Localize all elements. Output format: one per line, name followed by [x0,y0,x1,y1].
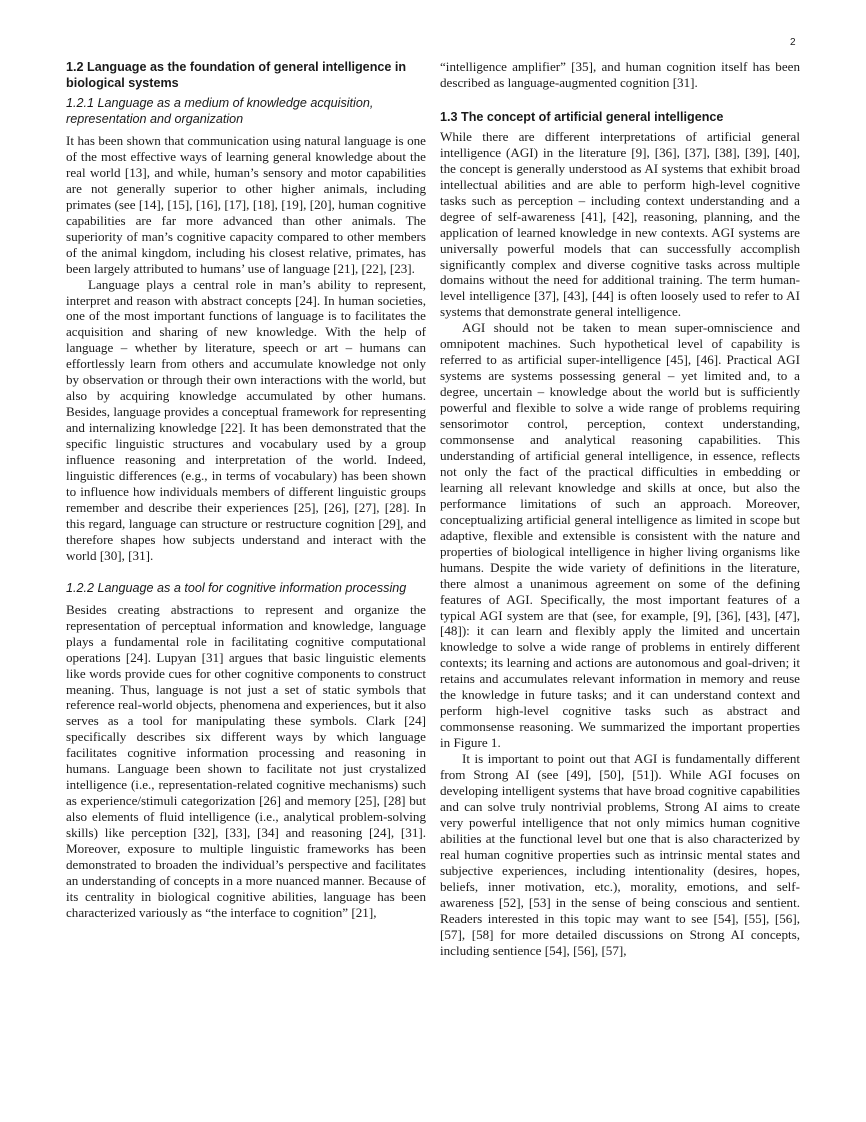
section-1-2-heading: 1.2 Language as the foundation of general intelligence in biological systems [66,60,407,90]
paragraph: “intelligence amplifier” [35], and human cognition itself has been described as language-augmented cognition [31]. [440,59,800,90]
paragraph: AGI should not be taken to mean super-omniscience and omnipotent machines. Such hypothetical level of capability is referred to as artificial super-intelligence [45], [46]. Practical AGI systems are systems possessing general – yet limited and, to a degree, uncertain – knowledge about the world but is sufficiently powerful and flexible to solve a wide range of problems requiring sensorimotor control, perception, context understanding, commonsense and analytical reasoning capabilities. This understanding of artificial general intelligence, in essence, reflects not only the fact of the practical difficulties in embedding or learning all relevant knowledge and skills at once, but also the performance limitations of such an approach. Moreover, conceptualizing artificial general intelligence as limited in scope but adaptive, flexible and extensible is consistent with the nature and properties of biological intelligence in higher living organisms like humans. Despite the wide variety of definitions in the literature, there almost a unanimous agreement on some of the defining features of AGI. Specifically, the most important features of a typical AGI system are that (see, for example, [9], [36], [43], [47], [48]): it can learn and flexibly apply the limited and uncertain knowledge to solve a wide range of problems in entirely different contexts; its learning and actions are autonomous and goal-driven; it retains and accumulates relevant information in memory and reuse the knowledge in future tasks; and it can understand context and perform high-level cognitive tasks such as abstract and commonsense reasoning. We summarized the important properties in Figure 1. [440,320,800,751]
paragraph: It is important to point out that AGI is fundamentally different from Strong AI (see [49], [50], [51]). While AGI focuses on developing intelligent systems that have broad cognitive capabilities and can solve truly nontrivial problems, Strong AI aims to create very powerful intelligence that not only mimics human cognitive abilities at the functional level but one that is also characterized by real human cognitive properties such as intrinsic mental states and subjective experiences, including intentionality (desires, hopes, beliefs, inner motivation, etc.), morality, emotions, and self-awareness [52], [53] in the sense of being conscious and sentient. Readers interested in this topic may want to see [54], [55], [56], [57], [58] for more detailed discussions on Strong AI concepts, including sentience [54], [56], [57], [440,751,800,958]
subsection-1-2-2-heading: 1.2.2 Language as a tool for cognitive information processing [66,580,407,595]
right-column [440,59,800,958]
left-column [66,59,426,921]
paragraph: Besides creating abstractions to represent and organize the representation of perceptual information and knowledge, language plays a fundamental role in facilitating cognitive computational operations [24]. Lupyan [31] argues that basic linguistic elements like words provide cues for other cognitive components to construct meaning. Thus, language is not just a set of static symbols that reference real-world objects, phenomena and experiences, but it also serves as a tool for manipulating these symbols. Clark [24] specifically describes six different ways by which language facilitates cognitive information processing and reasoning in humans. Language been shown to facilitate not just crystalized intelligence (i.e., representation-related cognitive mechanisms) such as experience/stimuli categorization [26] and memory [25], [28] but also elements of fluid intelligence (i.e., analytical problem-solving skills) like perception [32], [33], [34] and reasoning [24], [31]. Moreover, exposure to multiple linguistic frameworks has been demonstrated to broaden the individual’s perspective and facilitates an understanding of concepts in a more nuanced manner. Because of its centrality in biological cognitive abilities, language has been characterized variously as “the interface to cognition” [21], [66,601,426,920]
paragraph: Language plays a central role in man’s ability to represent, interpret and reason with abstract concepts [24]. In human societies, one of the most important functions of language is to facilitates the acquisition and sharing of new knowledge. With the help of language – whether by literature, speech or art – humans can effortlessly learn from others and accumulate knowledge not only by observation or through their own interactions with the world, but also by acquiring knowledge accumulated by other humans. Besides, language provides a conceptual framework for representing and internalizing knowledge [22]. It has been demonstrated that the specific linguistic structures and vocabulary used by a group influence reasoning and interpretation of the world. Indeed, linguistic differences (e.g., in terms of vocabulary) has been shown to influence how individuals members of different linguistic groups remember and describe their experiences [25], [26], [27], [28]. In this regard, language can structure or restructure cognition [29], and therefore shapes how subjects understand and interact with the world [30], [31]. [66,276,426,563]
section-1-3-heading: 1.3 The concept of artificial general intelligence [440,109,724,124]
paragraph: It has been shown that communication using natural language is one of the most effective ways of learning general knowledge about the real world [13], and while, human’s sensory and motor capabilities are not generally superior to other higher animals, including primates (see [14], [15], [16], [17], [18], [19], [20], human cognitive capabilities are far more advanced than other animals. The superiority of man’s cognitive capacity compared to other members of the animal kingdom, including his closest relative, primates, has been largely attributed to humans’ use of language [21], [22], [23]. [66,133,426,276]
page-number: 2 [790,37,796,48]
subsection-1-2-1-heading: 1.2.1 Language as a medium of knowledge acquisition, representation and organization [66,96,374,126]
paragraph: While there are different interpretations of artificial general intelligence (AGI) in the literature [9], [36], [37], [38], [39], [40], the concept is generally understood as AI systems that exhibit broad intellectual abilities and are able to perform high-level cognitive tasks such as perception – including context understanding and a degree of self-awareness [41], [42], reasoning, planning, and the application of learned knowledge in new contexts. AGI systems are universally powerful models that can successfully accomplish significantly complex and diverse cognitive tasks across multiple domains without the need for additional training. The term human-level intelligence [37], [43], [44] is often loosely used to refer to AI systems that demonstrate general intelligence. [440,128,800,320]
